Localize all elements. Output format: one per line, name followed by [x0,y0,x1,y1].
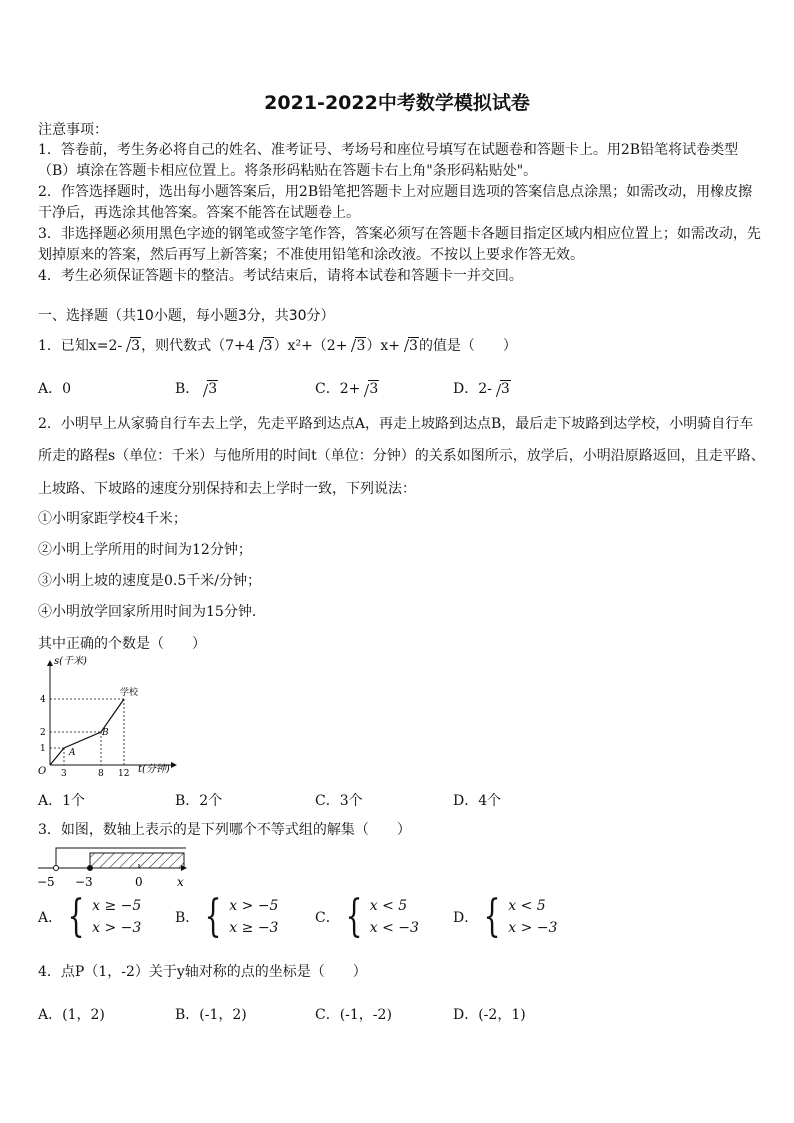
q4-option-c[interactable]: C．(-1，-2) [315,1007,392,1023]
x-tick-8: 8 [98,769,104,779]
statement-2: ②小明上学所用的时间为12分钟； [38,542,252,558]
notice-line-3: 2．作答选择题时，选出每小题答案后，用2B铅笔把答题卡上对应题目选项的答案信息点涂黑；如需改动，用橡皮擦 [38,184,753,200]
y-axis-label: s(千米) [54,656,87,667]
origin-label: O [38,766,47,777]
q1-option-b[interactable]: B． 3 [175,381,218,397]
sqrt-symbol: 3 [347,336,366,356]
label-minus3: −3 [75,875,93,889]
q1-option-d[interactable]: D．2- 3 [453,381,510,397]
question-2-line-2: 所走的路程s（单位：千米）与他所用的时间t（单位：分钟）的关系如图所示，放学后，小明沿原路返回，且走平路、 [38,448,765,464]
notice-line-7: 4．考生必须保证答题卡的整洁。考试结束后，请将本试卷和答题卡一并交回。 [38,268,523,284]
notice-line-4: 干净后，再选涂其他答案。答案不能答在试题卷上。 [38,205,360,221]
x-tick-12: 12 [118,769,130,779]
section-heading: 一、选择题（共10小题，每小题3分，共30分） [38,308,335,324]
x-axis-label: t(分钟) [138,764,170,775]
notice-line-6: 划掉原来的答案，然后再写上新答案；不准使用铅笔和涂改液。不按以上要求作答无效。 [38,247,584,263]
notice-heading: 注意事项： [38,122,108,138]
q2-option-d[interactable]: D．4个 [453,793,502,809]
open-point-minus5 [54,866,59,871]
point-a-label: A [69,748,76,758]
y-tick-4: 4 [40,695,46,705]
q3-option-c[interactable]: C． { x < 5 x < −3 [315,891,419,942]
number-line [34,844,194,892]
distance-time-graph [34,655,184,780]
q3-option-a[interactable]: A． { x ≥ −5 x > −3 [38,891,142,942]
q3-option-d[interactable]: D． { x < 5 x > −3 [453,891,558,942]
statement-4: ④小明放学回家所用时间为15分钟． [38,604,266,620]
closed-point-minus3 [88,866,93,871]
label-zero: 0 [135,875,143,889]
statement-1: ①小明家距学校4千米； [38,511,187,527]
question-4-stem: 4．点P（1，-2）关于y轴对称的点的坐标是（ ） [38,964,367,980]
notice-line-2: （B）填涂在答题卡相应位置上。将条形码粘贴在答题卡右上角"条形码粘贴处"。 [38,163,538,179]
statement-3: ③小明上坡的速度是0.5千米/分钟； [38,573,261,589]
question-3-stem: 3．如图，数轴上表示的是下列哪个不等式组的解集（ ） [38,822,411,838]
q2-option-b[interactable]: B．2个 [175,793,223,809]
question-2-line-3: 上坡路、下坡路的速度分别保持和去上学时一致，下列说法： [38,481,416,497]
question-2-line-1: 2．小明早上从家骑自行车去上学，先走平路到达点A，再走上坡路到达点B，最后走下坡路到达学校，小明骑自行车 [38,416,754,432]
q4-option-b[interactable]: B．(-1，2) [175,1007,247,1023]
page-title: 2021-2022中考数学模拟试卷 [264,92,530,114]
shaded-solution-region [90,853,184,868]
y-tick-2: 2 [40,728,46,738]
q1-option-c[interactable]: C．2+ 3 [315,381,379,397]
question-1-stem: 1．已知x=2- 3，则代数式（7+4 3）x²+（2+ 3）x+ 3的值是（ ） [38,338,517,354]
label-x: x [177,875,184,889]
sqrt-symbol: 3 [122,336,141,356]
q2-option-c[interactable]: C．3个 [315,793,363,809]
school-label: 学校 [120,688,139,698]
point-b-label: B [102,728,109,738]
q1-option-a[interactable]: A．0 [38,381,72,397]
sqrt-symbol: 3 [400,336,419,356]
q4-option-d[interactable]: D．(-2，1) [453,1007,526,1023]
x-tick-3: 3 [61,769,67,779]
q3-option-b[interactable]: B． { x > −5 x ≥ −3 [175,891,279,942]
q4-option-a[interactable]: A．(1，2) [38,1007,105,1023]
y-tick-1: 1 [40,744,46,754]
question-2-prompt: 其中正确的个数是（ ） [38,636,206,652]
q2-option-a[interactable]: A．1个 [38,793,86,809]
sqrt-symbol: 3 [255,336,274,356]
label-minus5: −5 [37,875,55,889]
notice-line-1: 1．答卷前，考生务必将自己的姓名、准考证号、考场号和座位号填写在试题卷和答题卡上。用2B铅笔将试卷类型 [38,142,739,158]
notice-line-5: 3．非选择题必须用黑色字迹的钢笔或签字笔作答，答案必须写在答题卡各题目指定区域内相应位置上；如需改动，先 [38,226,761,242]
